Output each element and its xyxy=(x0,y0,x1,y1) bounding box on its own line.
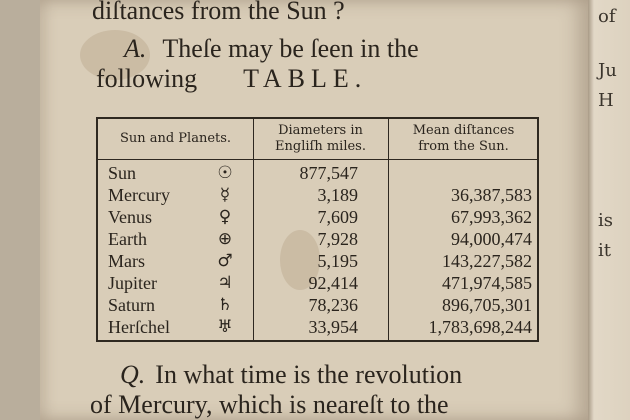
table-row xyxy=(98,250,537,272)
jupiter-symbol-icon: ♃ xyxy=(217,273,233,293)
table-row xyxy=(98,272,537,294)
distance-value: 143,227,582 xyxy=(442,251,532,271)
header-line: Diameters in xyxy=(278,123,363,138)
planet-name: Mercury xyxy=(108,185,170,205)
answer-text: Theſe may be ſeen in the xyxy=(162,34,419,63)
planet-name: Earth xyxy=(108,229,147,249)
table-row xyxy=(98,294,537,316)
table-row xyxy=(98,228,537,250)
text-line: of Mercury, which is neareſt to the xyxy=(90,390,449,419)
question-line xyxy=(120,360,462,390)
margin-fragment: H xyxy=(598,90,614,111)
text-line: diſtances from the Sun ? xyxy=(92,0,345,25)
table-row xyxy=(98,162,537,184)
margin-fragment: it xyxy=(598,240,611,261)
diameter-value: 92,414 xyxy=(308,273,358,293)
planet-name: Herſchel xyxy=(108,317,170,337)
diameter-value: 877,547 xyxy=(299,163,358,183)
answer-line xyxy=(124,34,419,64)
header-divider xyxy=(98,159,537,160)
planet-name: Venus xyxy=(108,207,152,227)
distance-value: 36,387,583 xyxy=(451,185,532,205)
uranus-symbol-icon: ♅ xyxy=(217,317,233,337)
header-line: Engliſh miles. xyxy=(275,139,366,154)
header-diameters xyxy=(253,123,388,155)
distance-value: 67,993,362 xyxy=(451,207,532,227)
header-line: Mean diſtances xyxy=(412,123,515,138)
saturn-symbol-icon: ♄ xyxy=(217,295,233,315)
distance-value: 471,974,585 xyxy=(442,273,532,293)
earth-symbol-icon: ⊕ xyxy=(217,229,233,249)
table-row xyxy=(98,184,537,206)
planet-name: Sun xyxy=(108,163,137,183)
margin-fragment: of xyxy=(598,6,616,27)
table-row xyxy=(98,316,537,338)
distance-value: 94,000,474 xyxy=(451,229,532,249)
text-fragment: following xyxy=(96,64,198,93)
table-row xyxy=(98,206,537,228)
mercury-symbol-icon: ☿ xyxy=(219,185,231,205)
mars-symbol-icon: ♂ xyxy=(217,251,233,271)
distance-value: 1,783,698,244 xyxy=(428,317,532,337)
sun-symbol-icon: ☉ xyxy=(217,163,233,183)
answer-label: A. xyxy=(124,34,147,63)
table-heading: TABLE. xyxy=(243,64,368,93)
venus-symbol-icon: ♀ xyxy=(218,207,232,227)
diameter-value: 33,954 xyxy=(308,317,358,337)
diameter-value: 7,609 xyxy=(317,207,358,227)
question-label: Q. xyxy=(120,360,146,389)
planet-name: Mars xyxy=(108,251,145,271)
diameter-value: 7,928 xyxy=(317,229,358,249)
text-line xyxy=(96,64,367,94)
question-text: In what time is the revolution xyxy=(155,360,463,389)
adjacent-page-strip xyxy=(588,0,630,420)
header-distances xyxy=(388,123,539,155)
distance-value: 896,705,301 xyxy=(442,295,532,315)
planet-name: Jupiter xyxy=(108,273,157,293)
diameter-value: 5,195 xyxy=(317,251,358,271)
header-line: from the Sun. xyxy=(418,139,509,154)
diameter-value: 78,236 xyxy=(308,295,358,315)
planet-name: Saturn xyxy=(108,295,155,315)
planet-table xyxy=(96,117,539,342)
margin-fragment: Ju xyxy=(598,60,617,81)
diameter-value: 3,189 xyxy=(317,185,358,205)
header-sun-planets: Sun and Planets. xyxy=(119,131,232,146)
margin-fragment: is xyxy=(598,210,613,231)
